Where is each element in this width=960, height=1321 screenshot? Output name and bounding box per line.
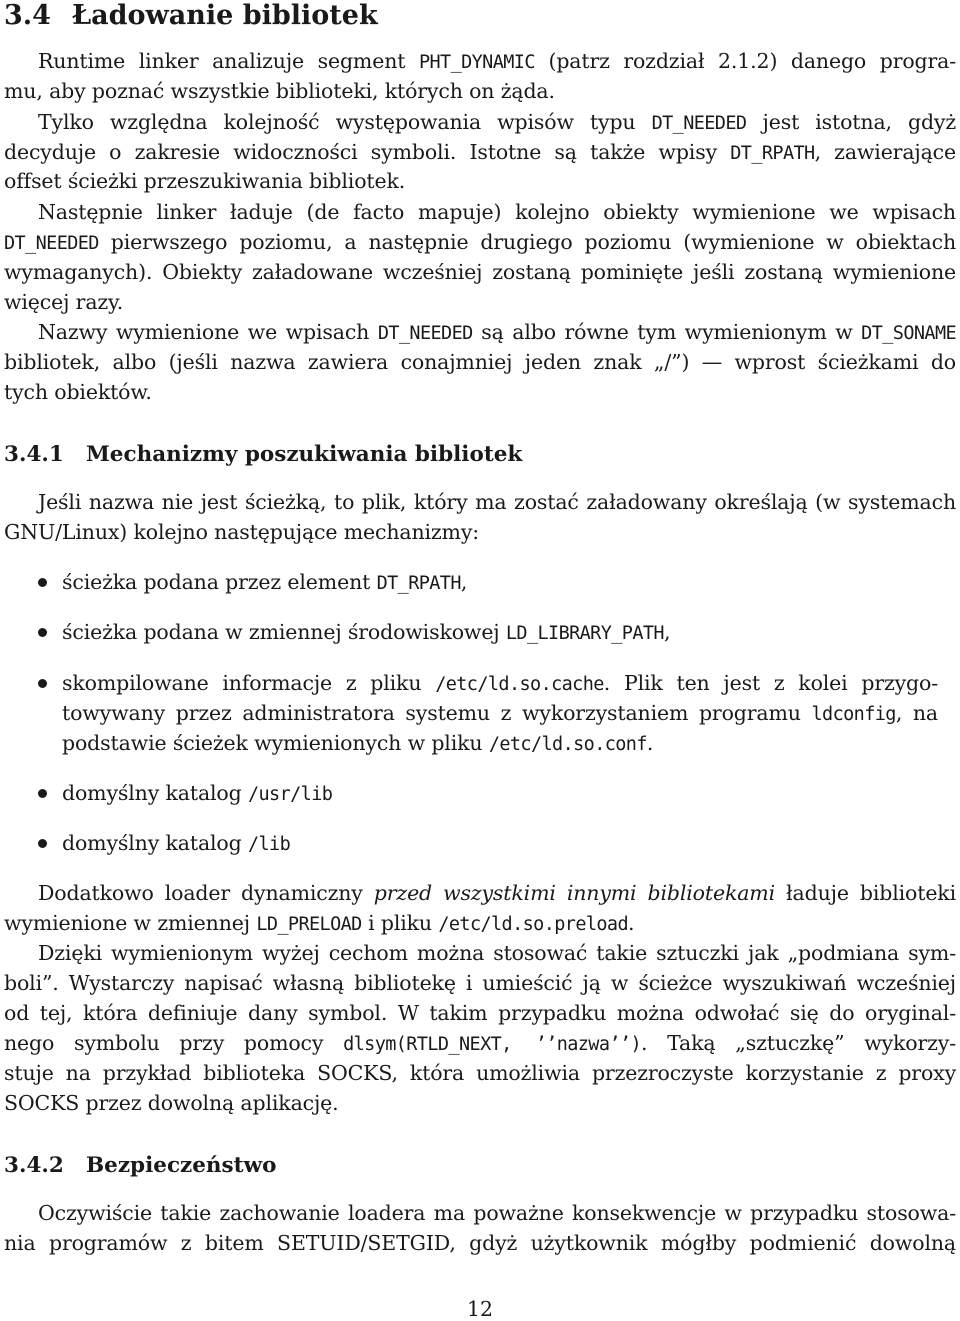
paragraph-3-line-4: więcej razy. <box>4 290 124 314</box>
paragraph-3-line-2: DT_NEEDED pierwszego poziomu, a następnie drugiego poziomu (wymienione w obiektach <box>4 230 956 254</box>
paragraph-5-line-2: GNU/Linux) kolejno następujące mechanizmy: <box>4 520 480 544</box>
list-item-1: ścieżka podana przez element DT_RPATH, <box>62 570 468 594</box>
paragraph-7-line-5: stuje na przykład biblioteka SOCKS, która umożliwia przezroczyste korzystanie z proxy <box>4 1061 956 1085</box>
bullet-icon <box>38 839 47 848</box>
subsection-title: Bezpieczeństwo <box>86 1153 277 1178</box>
section-title: Ładowanie bibliotek <box>72 0 378 31</box>
paragraph-7-line-4: nego symbolu przy pomocy dlsym(RTLD_NEXT, ’’nazwa’’). Taką „sztuczkę” wykorzy- <box>4 1031 956 1055</box>
paragraph-7-line-2: boli”. Wystarczy napisać własną bibliotekę i umieścić ją w ścieżce wyszukiwań wcześniej <box>4 971 956 995</box>
subsection-number: 3.4.2 <box>4 1153 64 1178</box>
paragraph-3-line-1: Następnie linker ładuje (de facto mapuje) kolejno obiekty wymienione we wpisach <box>38 200 956 224</box>
list-item-3-line-3: podstawie ścieżek wymienionych w pliku /etc/ld.so.conf. <box>62 731 654 755</box>
subsection-number: 3.4.1 <box>4 442 64 467</box>
bullet-icon <box>38 789 47 798</box>
list-item-3-line-2: towywany przez administratora systemu z wykorzystaniem programu ldconfig, na <box>62 701 938 725</box>
paragraph-6-line-2: wymienione w zmiennej LD_PRELOAD i pliku /etc/ld.so.preload. <box>4 911 635 935</box>
paragraph-2-line-2: decyduje o zakresie widoczności symboli. Istotne są także wpisy DT_RPATH, zawierające <box>4 140 956 164</box>
paragraph-5-line-1: Jeśli nazwa nie jest ścieżką, to plik, który ma zostać załadowany określają (w systemach <box>38 490 956 514</box>
paragraph-4-line-2: bibliotek, albo (jeśli nazwa zawiera conajmniej jeden znak „/”) — wprost ścieżkami do <box>4 350 956 374</box>
paragraph-8-line-1: Oczywiście takie zachowanie loadera ma poważne konsekwencje w przypadku stosowa- <box>38 1201 956 1225</box>
paragraph-7-line-6: SOCKS przez dowolną aplikację. <box>4 1091 339 1115</box>
list-item-2: ścieżka podana w zmiennej środowiskowej LD_LIBRARY_PATH, <box>62 620 671 644</box>
paragraph-7-line-3: od tej, która definiuje dany symbol. W takim przypadku można odwołać się do oryginal- <box>4 1001 956 1025</box>
paragraph-3-line-3: wymaganych). Obiekty załadowane wcześniej zostaną pominięte jeśli zostaną wymienione <box>4 260 956 284</box>
subsection-heading-2 <box>4 1151 276 1181</box>
list-item-4: domyślny katalog /usr/lib <box>62 781 333 805</box>
paragraph-4-line-1: Nazwy wymienione we wpisach DT_NEEDED są albo równe tym wymienionym w DT_SONAME <box>38 320 957 344</box>
paragraph-1-line-1: Runtime linker analizuje segment PHT_DYNAMIC (patrz rozdział 2.1.2) danego progra- <box>38 49 957 73</box>
subsection-title: Mechanizmy poszukiwania bibliotek <box>86 442 523 467</box>
section-heading <box>4 0 378 32</box>
paragraph-2-line-1: Tylko względna kolejność występowania wpisów typu DT_NEEDED jest istotna, gdyż <box>38 110 956 134</box>
paragraph-8-line-2: nia programów z bitem SETUID/SETGID, gdyż użytkownik mógłby podmienić dowolną <box>4 1231 956 1255</box>
bullet-icon <box>38 578 47 587</box>
page-number: 12 <box>466 1297 494 1321</box>
paragraph-1-line-2: mu, aby poznać wszystkie biblioteki, których on żąda. <box>4 79 555 103</box>
paragraph-2-line-3: offset ścieżki przeszukiwania bibliotek. <box>4 169 406 193</box>
subsection-heading-1 <box>4 440 522 470</box>
list-item-3-line-1: skompilowane informacje z pliku /etc/ld.so.cache. Plik ten jest z kolei przygo- <box>62 671 939 695</box>
paragraph-4-line-3: tych obiektów. <box>4 380 152 404</box>
section-number: 3.4 <box>4 0 51 31</box>
bullet-icon <box>38 628 47 637</box>
paragraph-6-line-1: Dodatkowo loader dynamiczny przed wszystkimi innymi bibliotekami ładuje biblioteki <box>38 881 956 905</box>
list-item-5: domyślny katalog /lib <box>62 831 291 855</box>
paragraph-7-line-1: Dzięki wymienionym wyżej cechom można stosować takie sztuczki jak „podmiana sym- <box>38 941 956 965</box>
bullet-icon <box>38 679 47 688</box>
